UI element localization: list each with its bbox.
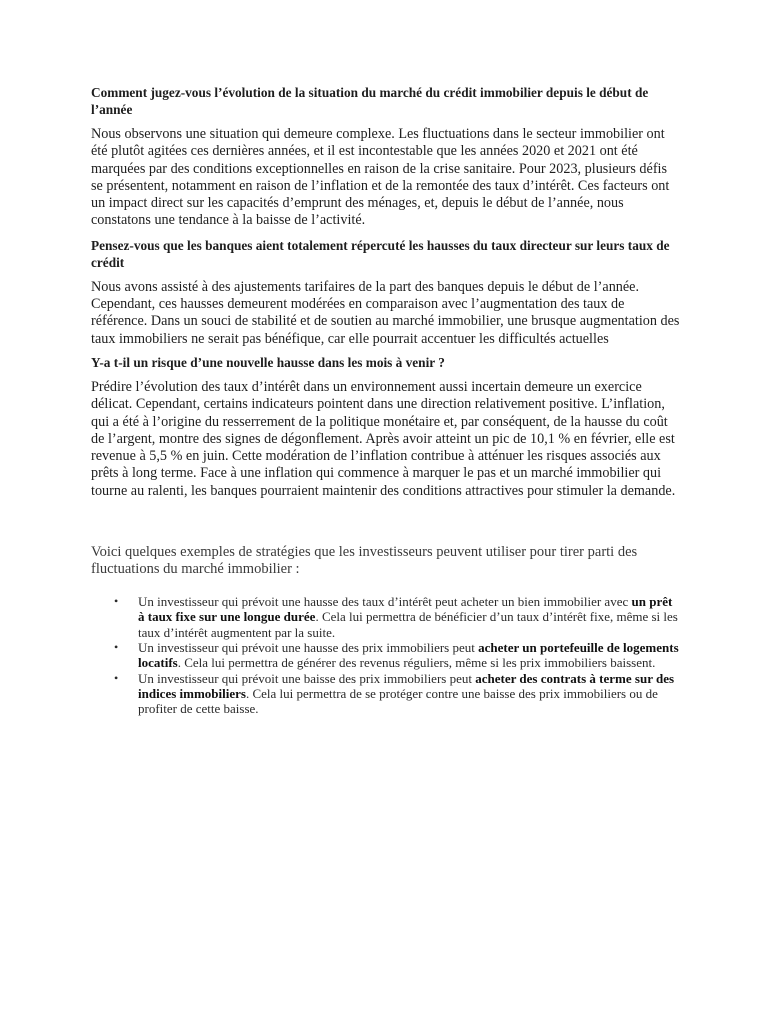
list-item-text: Un investisseur qui prévoit une hausse des taux d’intérêt peut acheter un bien immobilier avec [138,594,632,610]
list-item-text: . Cela lui permettra de générer des revenus réguliers, même si les prix immobiliers baissent. [177,655,656,671]
strategies-list [91,594,681,716]
answer-3-paragraph: Prédire l’évolution des taux d’intérêt dans un environnement aussi incertain demeure un exercice délicat. Cependant, certains indicateurs pointent dans une direction relativement positive. L’inflation, qui a été à l’origine du resserrement de la politique monétaire et, par conséquent, de la hausse du coût de l’argent, montre des signes de dégonflement. Après avoir atteint un pic de 10,1 % en février, elle est revenue à 5,5 % en juin. Cette modération de l’inflation contribue à atténuer les risques associés aux prêts à long terme. Face à une inflation qui commence à marquer le pas et un marché immobilier qui tourne au ralenti, les banques pourraient maintenir des conditions attractives pour stimuler la demande. [91,378,676,499]
list-item-emphasis: acheter des contrats à terme sur des indices immobiliers [138,670,675,701]
list-item-text: Un investisseur qui prévoit une hausse des prix immobiliers peut [138,639,479,655]
list-item-text: . Cela lui permettra de bénéficier d’un taux d’intérêt fixe, même si les taux d’intérêt augmentent par la suite. [138,609,678,640]
list-item-text: . Cela lui permettra de se protéger contre une baisse des prix immobiliers ou de profiter de cette baisse. [138,685,658,717]
answer-1-paragraph: Nous observons une situation qui demeure complexe. Les fluctuations dans le secteur immobilier ont été plutôt agitées ces dernières années, et il est incontestable que les années 2020 et 2021 ont été marquées par des conditions exceptionnelles en raison de la crise sanitaire. Pour 2023, plusieurs défis se présentent, notamment en raison de l’inflation et de la remontée des taux d’intérêt. Ces facteurs ont un impact direct sur les capacités d’emprunt des ménages, et, depuis le début de l’année, nous constatons une tendance à la baisse de l’activité. [91,126,670,229]
question-3-heading: Y-a t-il un risque d’une nouvelle hausse dans les mois à venir ? [91,354,445,370]
list-item [91,594,681,640]
list-item-emphasis: un prêt à taux fixe sur une longue durée [138,594,673,625]
question-2-heading: Pensez-vous que les banques aient totalement répercuté les hausses du taux directeur sur leurs taux de crédit [91,237,670,270]
list-item [91,640,681,671]
question-1-heading: Comment jugez-vous l’évolution de la situation du marché du crédit immobilier depuis le début de l’année [91,85,649,117]
strategies-intro: Voici quelques exemples de stratégies que les investisseurs peuvent utiliser pour tirer parti des fluctuations du marché immobilier : [91,544,638,578]
list-item-text: Un investisseur qui prévoit une baisse des prix immobiliers peut [138,670,476,686]
list-item [91,671,681,717]
document-body [91,84,681,716]
list-item-emphasis: acheter un portefeuille de logements locatifs [138,639,679,671]
answer-2-paragraph: Nous avons assisté à des ajustements tarifaires de la part des banques depuis le début de l’année. Cependant, ces hausses demeurent modérées en comparaison avec l’augmentation des taux de référence. Dans un souci de stabilité et de soutien au marché immobilier, une brusque augmentation des taux immobiliers ne serait pas bénéfique, car elle pourrait accentuer les difficultés actuelles [91,278,680,347]
